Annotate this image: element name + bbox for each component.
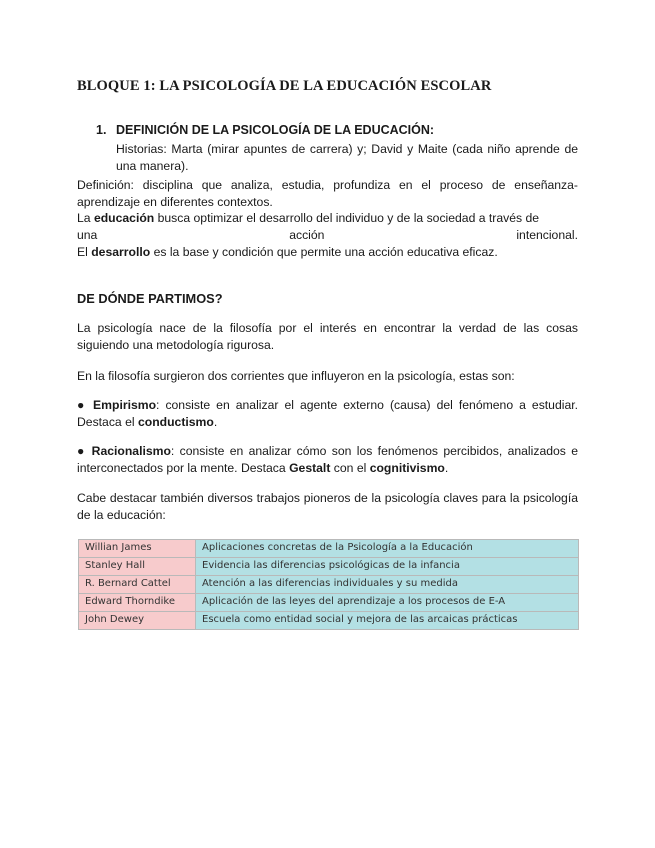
pioneer-name: Stanley Hall <box>79 558 196 576</box>
table-row <box>79 558 579 576</box>
bullet-icon: ● <box>77 444 87 458</box>
pioneers-table <box>78 539 579 630</box>
desarrollo-bold: desarrollo <box>91 245 151 259</box>
empirismo-term: Empirismo <box>93 398 157 412</box>
educacion-word-1: una <box>77 227 98 242</box>
corrientes-paragraph: En la filosofía surgieron dos corrientes que influyeron en la psicología, estas son: <box>77 369 515 383</box>
empirismo-end: . <box>213 414 218 429</box>
table-row <box>79 612 579 630</box>
racionalismo-term: Racionalismo <box>91 444 171 458</box>
gestalt-term: Gestalt <box>289 460 331 475</box>
pioneros-paragraph: Cabe destacar también diversos trabajos pioneros de la psicología claves para la psicología de la educación: <box>77 491 578 522</box>
section-heading-text: DEFINICIÓN DE LA PSICOLOGÍA DE LA EDUCACIÓN: <box>116 123 435 137</box>
section-heading-definicion <box>96 122 434 139</box>
racionalismo-end: . <box>444 460 449 475</box>
cognitivismo-term: cognitivismo <box>369 460 445 475</box>
educacion-line-1 <box>77 210 578 227</box>
section-number: 1. <box>96 123 107 137</box>
educacion-paragraph <box>77 210 578 243</box>
educacion-word-3: intencional. <box>516 227 578 242</box>
educacion-word-2: acción <box>289 227 325 242</box>
desarrollo-paragraph <box>77 244 578 261</box>
educacion-line-2 <box>77 227 578 244</box>
table-row <box>79 594 579 612</box>
pioneer-contribution: Aplicaciones concretas de la Psicología a la Educación <box>196 540 579 558</box>
pioneer-name: John Dewey <box>79 612 196 630</box>
pioneer-contribution: Aplicación de las leyes del aprendizaje a los procesos de E-A <box>196 594 579 612</box>
filosofia-paragraph: La psicología nace de la filosofía por el interés en encontrar la verdad de las cosas siguiendo una metodología rigurosa. <box>77 321 578 352</box>
conductismo-term: conductismo <box>137 414 214 429</box>
pioneer-name: Edward Thorndike <box>79 594 196 612</box>
table-row <box>79 540 579 558</box>
pioneer-name: R. Bernard Cattel <box>79 576 196 594</box>
bullet-icon: ● <box>77 398 87 412</box>
empirismo-text: : consiste en analizar el agente externo (causa) del fenómeno a estudiar. Destaca el <box>77 398 578 429</box>
desarrollo-post: es la base y condición que permite una acción educativa eficaz. <box>153 245 498 259</box>
definicion-paragraph: Definición: disciplina que analiza, estudia, profundiza en el proceso de enseñanza-aprendizaje en diferentes contextos. <box>77 178 578 209</box>
page-title: BLOQUE 1: LA PSICOLOGÍA DE LA EDUCACIÓN ESCOLAR <box>77 78 492 94</box>
educacion-post: busca optimizar el desarrollo del individuo y de la sociedad a través de <box>157 211 540 225</box>
empirismo-item <box>77 397 578 430</box>
pioneer-contribution: Atención a las diferencias individuales y su medida <box>196 576 579 594</box>
section-heading-partimos: DE DÓNDE PARTIMOS? <box>77 291 223 306</box>
pioneer-contribution: Evidencia las diferencias psicológicas de la infancia <box>196 558 579 576</box>
table-row <box>79 576 579 594</box>
desarrollo-pre: El <box>77 245 88 259</box>
racionalismo-mid: con el <box>333 460 367 475</box>
pioneer-contribution: Escuela como entidad social y mejora de las arcaicas prácticas <box>196 612 579 630</box>
historias-text: Historias: Marta (mirar apuntes de carrera) y; David y Maite (cada niño aprende de una manera). <box>116 142 578 173</box>
educacion-bold: educación <box>93 211 155 225</box>
educacion-pre: La <box>77 211 91 225</box>
racionalismo-text: : consiste en analizar cómo son los fenómenos percibidos, analizados e interconectados por la mente. Destaca <box>77 444 578 475</box>
racionalismo-item <box>77 443 578 476</box>
pioneer-name: Willian James <box>79 540 196 558</box>
